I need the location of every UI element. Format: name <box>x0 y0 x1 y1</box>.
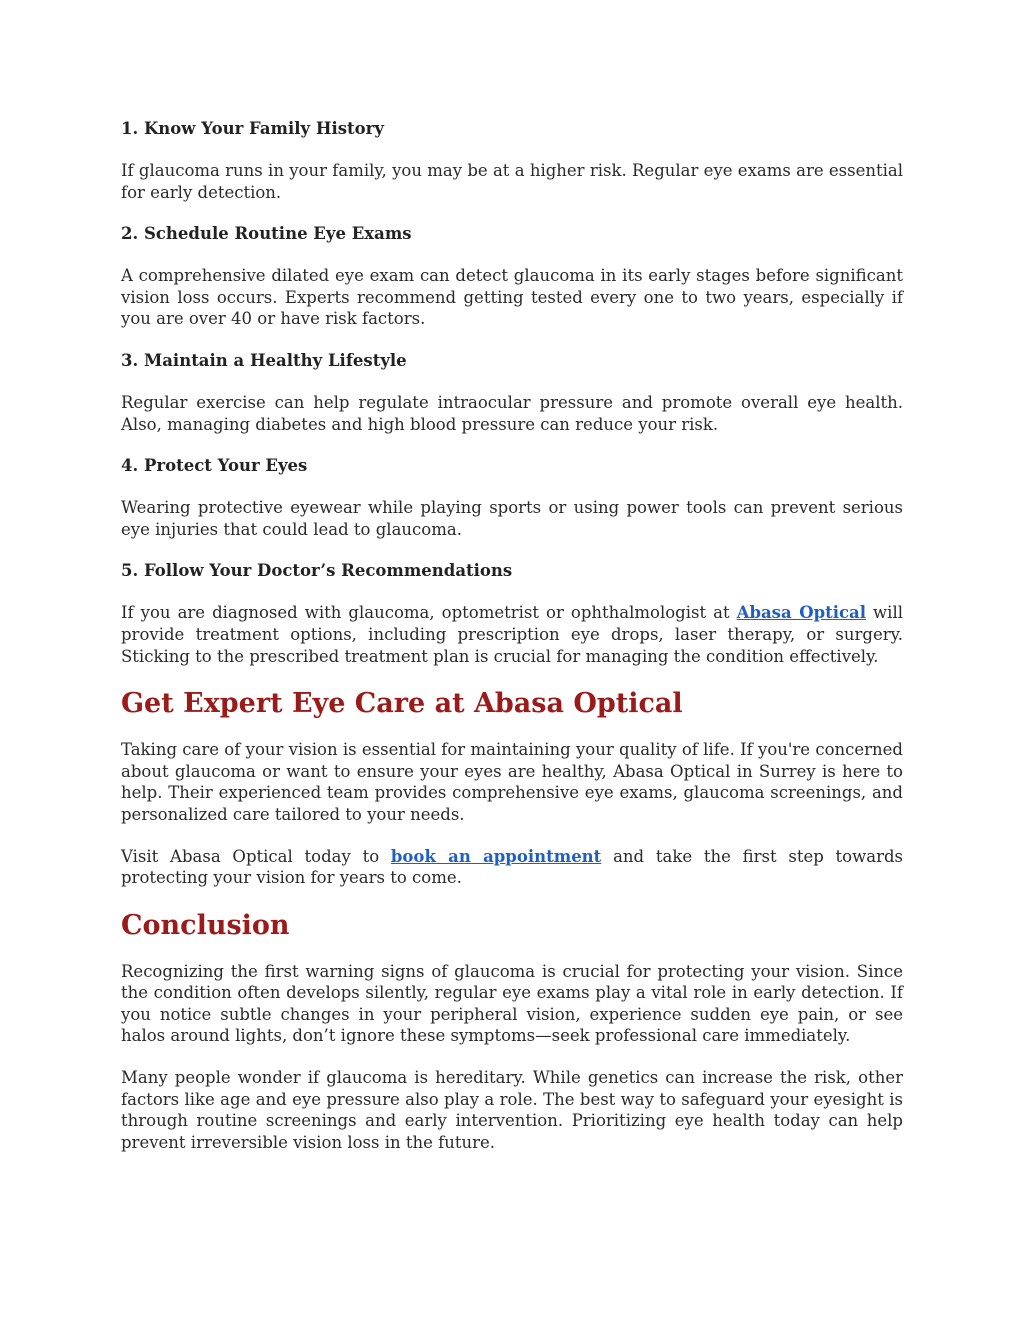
visit-paragraph <box>121 846 903 889</box>
expert-care-paragraph: Taking care of your vision is essential for maintaining your quality of life. If you're concerned about glaucoma or want to ensure your eyes are healthy, Abasa Optical in Surrey is here to help. Their experienced team provides comprehensive eye exams, glaucoma screenings, and personalized care tailored to your needs. <box>121 740 903 824</box>
doctor-text-after: will provide treatment options, including prescription eye drops, laser therapy, or surgery. Sticking to the prescribed treatment plan is crucial for managing the condition effectively. <box>121 603 904 666</box>
conclusion-paragraph-2: Many people wonder if glaucoma is hereditary. While genetics can increase the risk, other factors like age and eye pressure also play a role. The best way to safeguard your eyesight is through routine screenings and early intervention. Prioritizing eye health today can help prevent irreversible vision loss in the future. <box>121 1068 903 1152</box>
section-body-protect-eyes: Wearing protective eyewear while playing sports or using power tools can prevent serious eye injuries that could lead to glaucoma. <box>121 498 903 539</box>
section-body-routine-exams: A comprehensive dilated eye exam can detect glaucoma in its early stages before significant vision loss occurs. Experts recommend getting tested every one to two years, especially if you are over 40 or have risk factors. <box>121 266 903 329</box>
section-body-family-history: If glaucoma runs in your family, you may be at a higher risk. Regular eye exams are essential for early detection. <box>121 161 903 202</box>
book-appointment-link[interactable]: book an appointment <box>390 846 602 866</box>
section-body-doctor-recommendations <box>121 602 903 667</box>
section-heading-protect-eyes: 4. Protect Your Eyes <box>121 456 308 476</box>
section-heading-family-history: 1. Know Your Family History <box>121 119 384 138</box>
abasa-optical-link[interactable]: Abasa Optical <box>736 603 867 623</box>
doctor-text-before: If you are diagnosed with glaucoma, optometrist or ophthalmologist at <box>121 603 737 623</box>
conclusion-paragraph-1: Recognizing the first warning signs of glaucoma is crucial for protecting your vision. Since the condition often develops silently, regular eye exams play a vital role in early detection. If you notice subtle changes in your peripheral vision, experience sudden eye pain, or see halos around lights, don’t ignore these symptoms—seek professional care immediately. <box>121 961 903 1046</box>
section-heading-healthy-lifestyle: 3. Maintain a Healthy Lifestyle <box>121 350 407 370</box>
section-heading-routine-exams: 2. Schedule Routine Eye Exams <box>121 224 412 244</box>
visit-text-before: Visit Abasa Optical today to <box>121 846 391 866</box>
document-page <box>121 118 903 1173</box>
visit-text-after: and take the first step towards protecting your vision for years to come. <box>121 846 903 888</box>
section-body-healthy-lifestyle: Regular exercise can help regulate intraocular pressure and promote overall eye health. Also, managing diabetes and high blood pressure can reduce your risk. <box>121 392 903 434</box>
expert-care-heading: Get Expert Eye Care at Abasa Optical <box>121 688 683 720</box>
section-heading-doctor-recommendations: 5. Follow Your Doctor’s Recommendations <box>121 561 513 581</box>
conclusion-heading: Conclusion <box>121 909 290 941</box>
